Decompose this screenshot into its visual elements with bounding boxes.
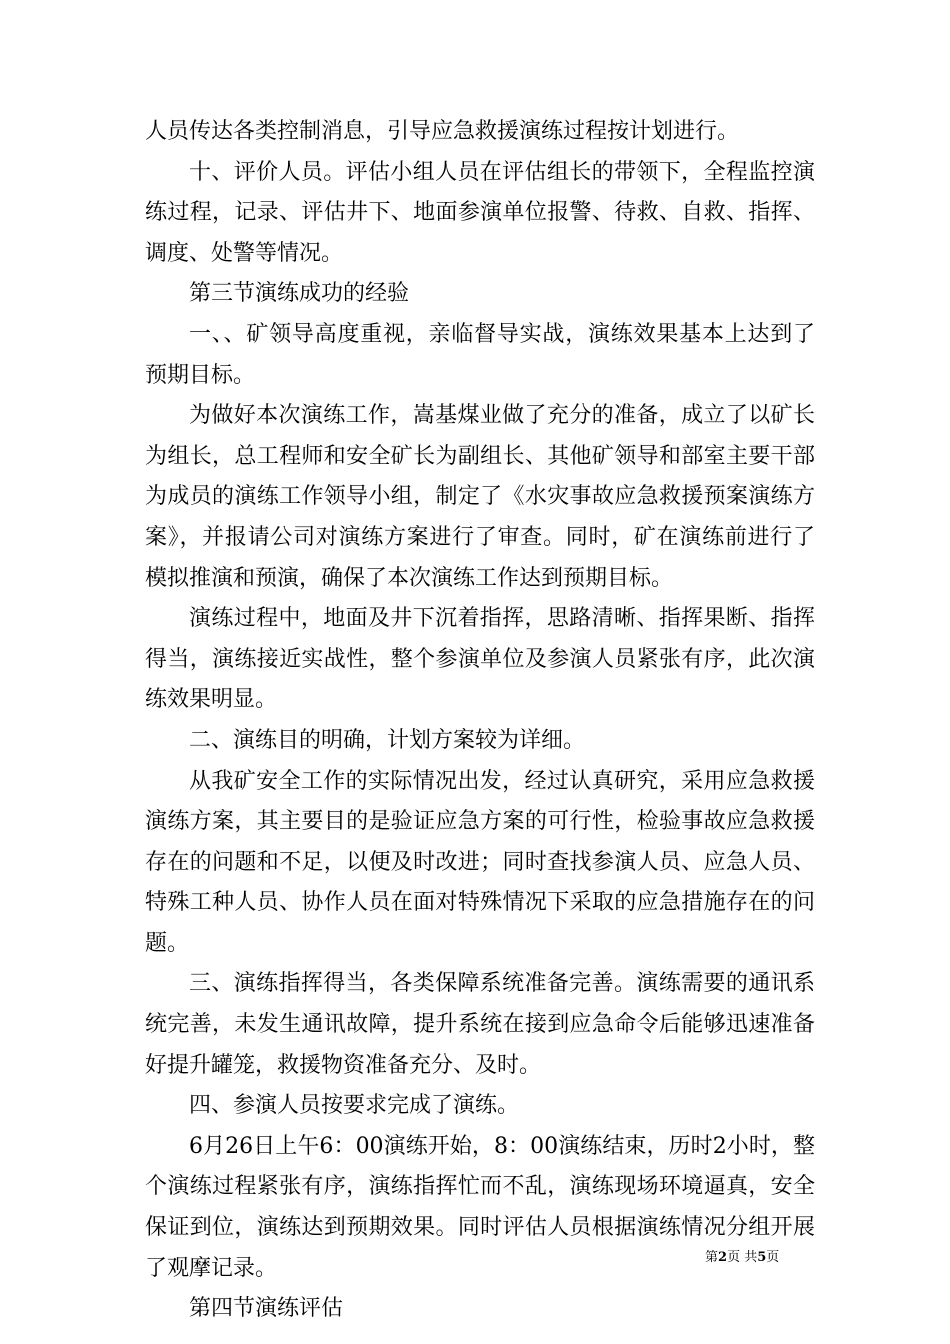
section-heading-evaluation: 第四节演练评估	[189, 1296, 344, 1322]
section-heading-experience: 第三节演练成功的经验	[189, 281, 410, 307]
paragraph-point-two: 二、演练目的明确，计划方案较为详细。	[189, 727, 586, 753]
footer-prefix: 第	[705, 1250, 719, 1265]
paragraph-point-one: 一、、矿领导高度重视，亲临督导实战，演练效果基本上达到了预期目标。	[145, 321, 815, 388]
current-page-number: 2	[718, 1250, 728, 1265]
paragraph-continuation: 人员传达各类控制消息，引导应急救援演练过程按计划进行。	[145, 119, 740, 144]
paragraph-evaluators: 十、评价人员。评估小组人员在评估组长的带领下，全程监控演练过程，记录、评估井下、地面参演单位报警、待救、自救、指挥、调度、处警等情况。	[145, 159, 815, 266]
footer-suffix: 页	[766, 1250, 780, 1265]
document-body	[145, 112, 815, 1330]
paragraph-timeline: 6月26日上午6：00演练开始，8：00演练结束，历时2小时，整个演练过程紧张有序，演练指挥忙而不乱，演练现场环境逼真，安全保证到位，演练达到预期效果。同时评估人员根据演练情况分组开展了观摩记录。	[145, 1133, 815, 1281]
paragraph-purpose: 从我矿安全工作的实际情况出发，经过认真研究，采用应急救援演练方案，其主要目的是验证应急方案的可行性，检验事故应急救援存在的问题和不足，以便及时改进；同时查找参演人员、应急人员、特殊工种人员、协作人员在面对特殊情况下采取的应急措施存在的问题。	[145, 768, 815, 956]
paragraph-point-three: 三、演练指挥得当，各类保障系统准备完善。演练需要的通讯系统完善，未发生通讯故障，提升系统在接到应急命令后能够迅速准备好提升罐笼，救援物资准备充分、及时。	[145, 971, 815, 1078]
total-page-number: 5	[757, 1250, 767, 1265]
paragraph-point-four: 四、参演人员按要求完成了演练。	[189, 1093, 520, 1119]
page-footer	[705, 1246, 779, 1265]
paragraph-process: 演练过程中，地面及井下沉着指挥，思路清晰、指挥果断、指挥得当，演练接近实战性，整个参演单位及参演人员紧张有序，此次演练效果明显。	[145, 606, 815, 713]
paragraph-preparation: 为做好本次演练工作，嵩基煤业做了充分的准备，成立了以矿长为组长，总工程师和安全矿长为副组长、其他矿领导和部室主要干部为成员的演练工作领导小组，制定了《水灾事故应急救援预案演练方案》，并报请公司对演练方案进行了审查。同时，矿在演练前进行了模拟推演和预演，确保了本次演练工作达到预期目标。	[145, 403, 815, 591]
footer-middle: 页 共	[727, 1250, 758, 1265]
